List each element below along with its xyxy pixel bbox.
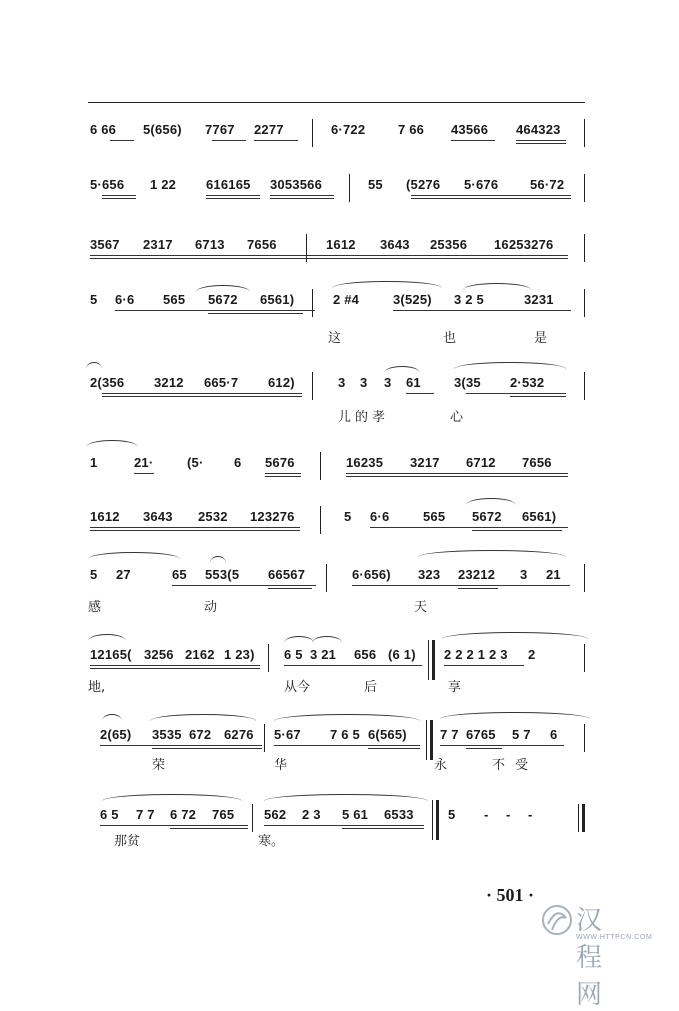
underline <box>110 140 134 141</box>
slur <box>440 712 590 719</box>
underline <box>370 527 568 528</box>
lyric: 是 <box>534 331 548 346</box>
underline <box>152 748 262 749</box>
underline <box>352 585 570 586</box>
note-group: 61 <box>406 375 421 390</box>
note-group: 123276 <box>250 509 295 524</box>
note-group: 5(656) <box>143 122 182 137</box>
note-group: 5 <box>90 567 98 582</box>
note-group: 553(5 <box>205 567 240 582</box>
score-row <box>88 368 588 425</box>
note-group: 6 72 <box>170 807 197 822</box>
note-group: 6276 <box>224 727 254 742</box>
note-group: 7767 <box>205 122 235 137</box>
lyric: 地, <box>88 680 106 695</box>
barline <box>312 119 313 147</box>
note-group: 27 <box>116 567 131 582</box>
note-group: 3 <box>520 567 528 582</box>
note-group: 21· <box>134 455 154 470</box>
lyric: 永 <box>434 758 448 773</box>
underline <box>90 255 568 256</box>
note-group: 665·7 <box>204 375 239 390</box>
underline <box>346 473 568 474</box>
double-barline <box>426 720 433 760</box>
underline <box>270 195 334 196</box>
note-group: 2162 <box>185 647 215 662</box>
note-group: 6·656) <box>352 567 391 582</box>
watermark-text: 汉程网 <box>576 906 604 1010</box>
note-group: 56·72 <box>530 177 565 192</box>
underline <box>466 393 566 394</box>
note-group: 5·656 <box>90 177 125 192</box>
barline <box>326 564 327 592</box>
underline <box>268 588 312 589</box>
underline <box>270 198 334 199</box>
note-group: 5 <box>448 807 456 822</box>
lyric: 从今 <box>284 680 311 695</box>
double-barline <box>428 640 435 680</box>
note-group: 6 <box>550 727 558 742</box>
underline <box>265 476 301 477</box>
watermark-url: WWW.HTTPCN.COM <box>576 934 653 941</box>
barline <box>312 372 313 400</box>
slur <box>102 794 242 801</box>
slur <box>418 550 566 557</box>
lyric: 后 <box>364 680 378 695</box>
slur <box>196 285 250 292</box>
note-group: 565 <box>163 292 186 307</box>
lyric: 寒。 <box>258 834 285 849</box>
underline <box>411 195 571 196</box>
note-group: 2 2 2 1 2 3 <box>444 647 508 662</box>
barline <box>252 804 253 832</box>
slur <box>312 636 342 643</box>
underline <box>265 473 301 474</box>
underline <box>90 530 300 531</box>
slur <box>454 362 566 369</box>
barline <box>320 452 321 480</box>
note-group: 5 61 <box>342 807 369 822</box>
note-group: (6 1) <box>388 647 416 662</box>
note-group: 3(35 <box>454 375 481 390</box>
note-group: 2 <box>528 647 536 662</box>
note-group: 3643 <box>143 509 173 524</box>
note-group: 5·67 <box>274 727 301 742</box>
slur <box>88 552 180 559</box>
note-group: 2 3 <box>302 807 321 822</box>
note-group: 1612 <box>90 509 120 524</box>
note-group: 1612 <box>326 237 356 252</box>
barline <box>264 724 265 752</box>
note-group: 3231 <box>524 292 554 307</box>
note-group: - <box>484 807 489 822</box>
note-group: 3212 <box>154 375 184 390</box>
note-group: 43566 <box>451 122 489 137</box>
note-group: 7 66 <box>398 122 425 137</box>
barline <box>320 506 321 534</box>
underline <box>212 140 246 141</box>
barline <box>584 289 585 317</box>
note-group: 765 <box>212 807 235 822</box>
note-group: 25356 <box>430 237 468 252</box>
lyric: 儿的孝 <box>338 410 390 425</box>
note-group: 7 6 5 <box>330 727 360 742</box>
note-group: (5276 <box>406 177 441 192</box>
lyric: 那贫 <box>114 834 141 849</box>
note-group: 3 <box>360 375 368 390</box>
note-group: 5672 <box>472 509 502 524</box>
note-group: 6533 <box>384 807 414 822</box>
slur <box>264 794 428 801</box>
note-group: 656 <box>354 647 377 662</box>
slur <box>284 636 314 643</box>
note-group: 6·722 <box>331 122 366 137</box>
barline <box>584 234 585 262</box>
score-row <box>88 560 588 615</box>
underline <box>208 313 303 314</box>
underline <box>406 393 434 394</box>
barline <box>584 119 585 147</box>
page-number: · 501 · <box>486 885 535 905</box>
note-group: 3 2 5 <box>454 292 484 307</box>
barline <box>584 174 585 202</box>
note-group: 5672 <box>208 292 238 307</box>
note-group: 6561) <box>522 509 557 524</box>
underline <box>102 195 136 196</box>
score-row <box>88 115 588 155</box>
underline <box>90 668 260 669</box>
slur <box>150 714 256 721</box>
note-group: 2532 <box>198 509 228 524</box>
lyric: 也 <box>443 331 457 346</box>
underline <box>342 828 424 829</box>
note-group: 7 7 <box>136 807 155 822</box>
underline <box>393 310 571 311</box>
note-group: 2(356 <box>90 375 125 390</box>
note-group: 2 #4 <box>333 292 360 307</box>
underline <box>346 476 568 477</box>
underline <box>100 745 262 746</box>
note-group: 672 <box>189 727 212 742</box>
note-group: - <box>506 807 511 822</box>
underline <box>206 195 260 196</box>
lyric: 华 <box>274 758 288 773</box>
note-group: (5· <box>187 455 204 470</box>
lyric: 天 <box>414 600 428 615</box>
underline <box>170 828 248 829</box>
lyric: 这 <box>328 331 342 346</box>
note-group: 65 <box>172 567 187 582</box>
note-group: 323 <box>418 567 441 582</box>
score-row <box>88 502 588 542</box>
slur <box>332 281 442 288</box>
note-group: 7 7 <box>440 727 459 742</box>
underline <box>90 665 260 666</box>
note-group: 464323 <box>516 122 561 137</box>
note-group: 616165 <box>206 177 251 192</box>
note-group: 6713 <box>195 237 225 252</box>
barline <box>584 644 585 672</box>
underline <box>102 393 302 394</box>
score-row <box>88 230 588 270</box>
score-row <box>88 170 588 210</box>
underline <box>472 530 562 531</box>
underline <box>264 825 424 826</box>
note-group: 6712 <box>466 455 496 470</box>
underline <box>102 396 302 397</box>
note-group: 1 23) <box>224 647 255 662</box>
note-group: 3256 <box>144 647 174 662</box>
top-rule <box>88 102 585 103</box>
note-group: 16253276 <box>494 237 554 252</box>
note-group: 6 5 <box>284 647 303 662</box>
note-group: 12165( <box>90 647 132 662</box>
note-group: 5 7 <box>512 727 531 742</box>
note-group: 3(525) <box>393 292 432 307</box>
underline <box>102 198 136 199</box>
underline <box>100 825 248 826</box>
underline <box>451 140 495 141</box>
note-group: 7656 <box>522 455 552 470</box>
underline <box>368 748 420 749</box>
lyric: 动 <box>204 600 218 615</box>
barline <box>349 174 350 202</box>
note-group: 6561) <box>260 292 295 307</box>
lyric: 心 <box>450 410 464 425</box>
slur <box>442 632 588 639</box>
underline <box>254 140 298 141</box>
underline <box>274 745 420 746</box>
underline <box>172 585 316 586</box>
note-group: 5 <box>90 292 98 307</box>
note-group: 23212 <box>458 567 496 582</box>
note-group: 2(65) <box>100 727 132 742</box>
note-group: 55 <box>368 177 383 192</box>
note-group: 3567 <box>90 237 120 252</box>
lyric: 不受 <box>492 758 539 773</box>
note-group: 6(565) <box>368 727 407 742</box>
slur <box>384 366 420 373</box>
underline <box>90 258 568 259</box>
note-group: - <box>528 807 533 822</box>
barline <box>584 372 585 400</box>
final-barline <box>578 804 579 832</box>
slur <box>88 634 126 641</box>
note-group: 3217 <box>410 455 440 470</box>
underline <box>90 527 300 528</box>
slur <box>86 440 138 447</box>
slur <box>86 362 102 369</box>
score-row <box>88 800 588 849</box>
note-group: 3053566 <box>270 177 323 192</box>
note-group: 6 5 <box>100 807 119 822</box>
underline <box>466 748 502 749</box>
barline <box>584 724 585 752</box>
watermark-logo-icon <box>540 900 574 940</box>
underline <box>516 143 566 144</box>
watermark <box>540 900 653 1010</box>
note-group: 1 22 <box>150 177 177 192</box>
note-group: 2317 <box>143 237 173 252</box>
slur <box>102 714 122 721</box>
slur <box>210 556 226 563</box>
note-group: 5 <box>344 509 352 524</box>
underline <box>134 473 154 474</box>
note-group: 2277 <box>254 122 284 137</box>
note-group: 6 66 <box>90 122 117 137</box>
score-row <box>88 720 588 773</box>
underline <box>510 396 566 397</box>
note-group: 16235 <box>346 455 384 470</box>
note-group: 2·532 <box>510 375 545 390</box>
underline <box>458 588 498 589</box>
score-row <box>88 285 588 346</box>
note-group: 3535 <box>152 727 182 742</box>
underline <box>516 140 566 141</box>
underline <box>115 310 315 311</box>
lyric: 享 <box>448 680 462 695</box>
note-group: 5676 <box>265 455 295 470</box>
note-group: 6·6 <box>115 292 135 307</box>
note-group: 7656 <box>247 237 277 252</box>
note-group: 3643 <box>380 237 410 252</box>
note-group: 3 21 <box>310 647 337 662</box>
note-group: 562 <box>264 807 287 822</box>
barline <box>268 644 269 672</box>
note-group: 1 <box>90 455 98 470</box>
slur <box>466 498 516 505</box>
note-group: 6765 <box>466 727 496 742</box>
final-barline-thick <box>582 804 585 832</box>
slur <box>463 283 531 290</box>
note-group: 6 <box>234 455 242 470</box>
double-barline <box>432 800 439 840</box>
score-row <box>88 640 588 695</box>
underline <box>440 745 564 746</box>
note-group: 5·676 <box>464 177 499 192</box>
score-row <box>88 448 588 488</box>
lyric: 感 <box>88 600 102 615</box>
note-group: 3 <box>384 375 392 390</box>
note-group: 21 <box>546 567 561 582</box>
underline <box>444 665 524 666</box>
barline <box>312 289 313 317</box>
note-group: 6·6 <box>370 509 390 524</box>
slur <box>274 714 420 721</box>
underline <box>284 665 422 666</box>
note-group: 66567 <box>268 567 306 582</box>
note-group: 3 <box>338 375 346 390</box>
note-group: 612) <box>268 375 295 390</box>
lyric: 荣 <box>152 758 166 773</box>
note-group: 565 <box>423 509 446 524</box>
underline <box>206 198 260 199</box>
barline <box>584 564 585 592</box>
underline <box>411 198 571 199</box>
